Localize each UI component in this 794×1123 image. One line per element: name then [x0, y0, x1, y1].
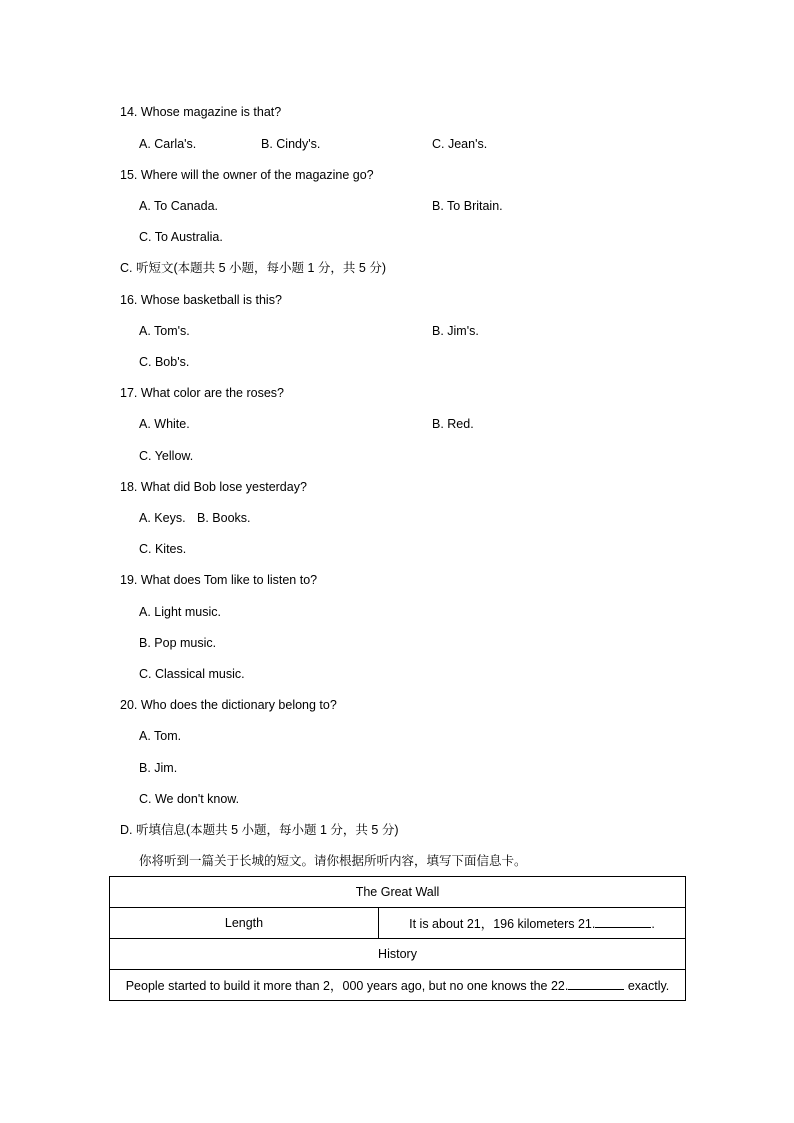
option-19-b: B. Pop music. [139, 636, 217, 650]
length-label: Length [110, 908, 379, 939]
section-c-header: C. 听短文(本题共 5 小题，每小题 1 分，共 5 分) [120, 261, 386, 275]
option-19-c: C. Classical music. [139, 667, 245, 681]
option-15-c: C. To Australia. [139, 230, 223, 244]
option-15-b: B. To Britain. [432, 199, 503, 213]
history-end: exactly. [624, 979, 670, 993]
option-14-b: B. Cindy's. [261, 137, 321, 151]
blank-21[interactable] [595, 915, 651, 928]
question-15: 15. Where will the owner of the magazine go? [120, 168, 374, 182]
length-end: . [651, 917, 655, 931]
history-value: People started to build it more than 2，000 years ago, but no one knows the 22. [125, 979, 569, 993]
option-17-c: C. Yellow. [139, 449, 194, 463]
info-card-title: The Great Wall [110, 877, 686, 908]
question-16: 16. Whose basketball is this? [120, 293, 282, 307]
blank-22[interactable] [568, 977, 624, 990]
question-20: 20. Who does the dictionary belong to? [120, 698, 337, 712]
option-16-a: A. Tom's. [139, 324, 190, 338]
option-18-c: C. Kites. [139, 542, 187, 556]
option-15-a: A. To Canada. [139, 199, 218, 213]
option-17-b: B. Red. [432, 417, 474, 431]
option-19-a: A. Light music. [139, 605, 221, 619]
question-17: 17. What color are the roses? [120, 386, 284, 400]
history-cell [110, 970, 686, 1001]
great-wall-info-card [109, 876, 686, 1001]
option-18-a: A. Keys. [139, 511, 186, 525]
length-cell [379, 908, 686, 939]
option-16-c: C. Bob's. [139, 355, 190, 369]
question-14: 14. Whose magazine is that? [120, 105, 282, 119]
option-20-b: B. Jim. [139, 761, 178, 775]
option-20-c: C. We don't know. [139, 792, 240, 806]
option-16-b: B. Jim's. [432, 324, 479, 338]
option-18-b: B. Books. [197, 511, 251, 525]
section-d-intro: 你将听到一篇关于长城的短文。请你根据所听内容，填写下面信息卡。 [139, 854, 527, 868]
question-18: 18. What did Bob lose yesterday? [120, 480, 307, 494]
option-14-a: A. Carla's. [139, 137, 197, 151]
question-19: 19. What does Tom like to listen to? [120, 573, 318, 587]
option-14-c: C. Jean's. [432, 137, 488, 151]
length-value: It is about 21，196 kilometers 21. [409, 917, 596, 931]
history-label: History [110, 939, 686, 970]
option-20-a: A. Tom. [139, 729, 182, 743]
section-d-header: D. 听填信息(本题共 5 小题，每小题 1 分，共 5 分) [120, 823, 399, 837]
option-17-a: A. White. [139, 417, 190, 431]
